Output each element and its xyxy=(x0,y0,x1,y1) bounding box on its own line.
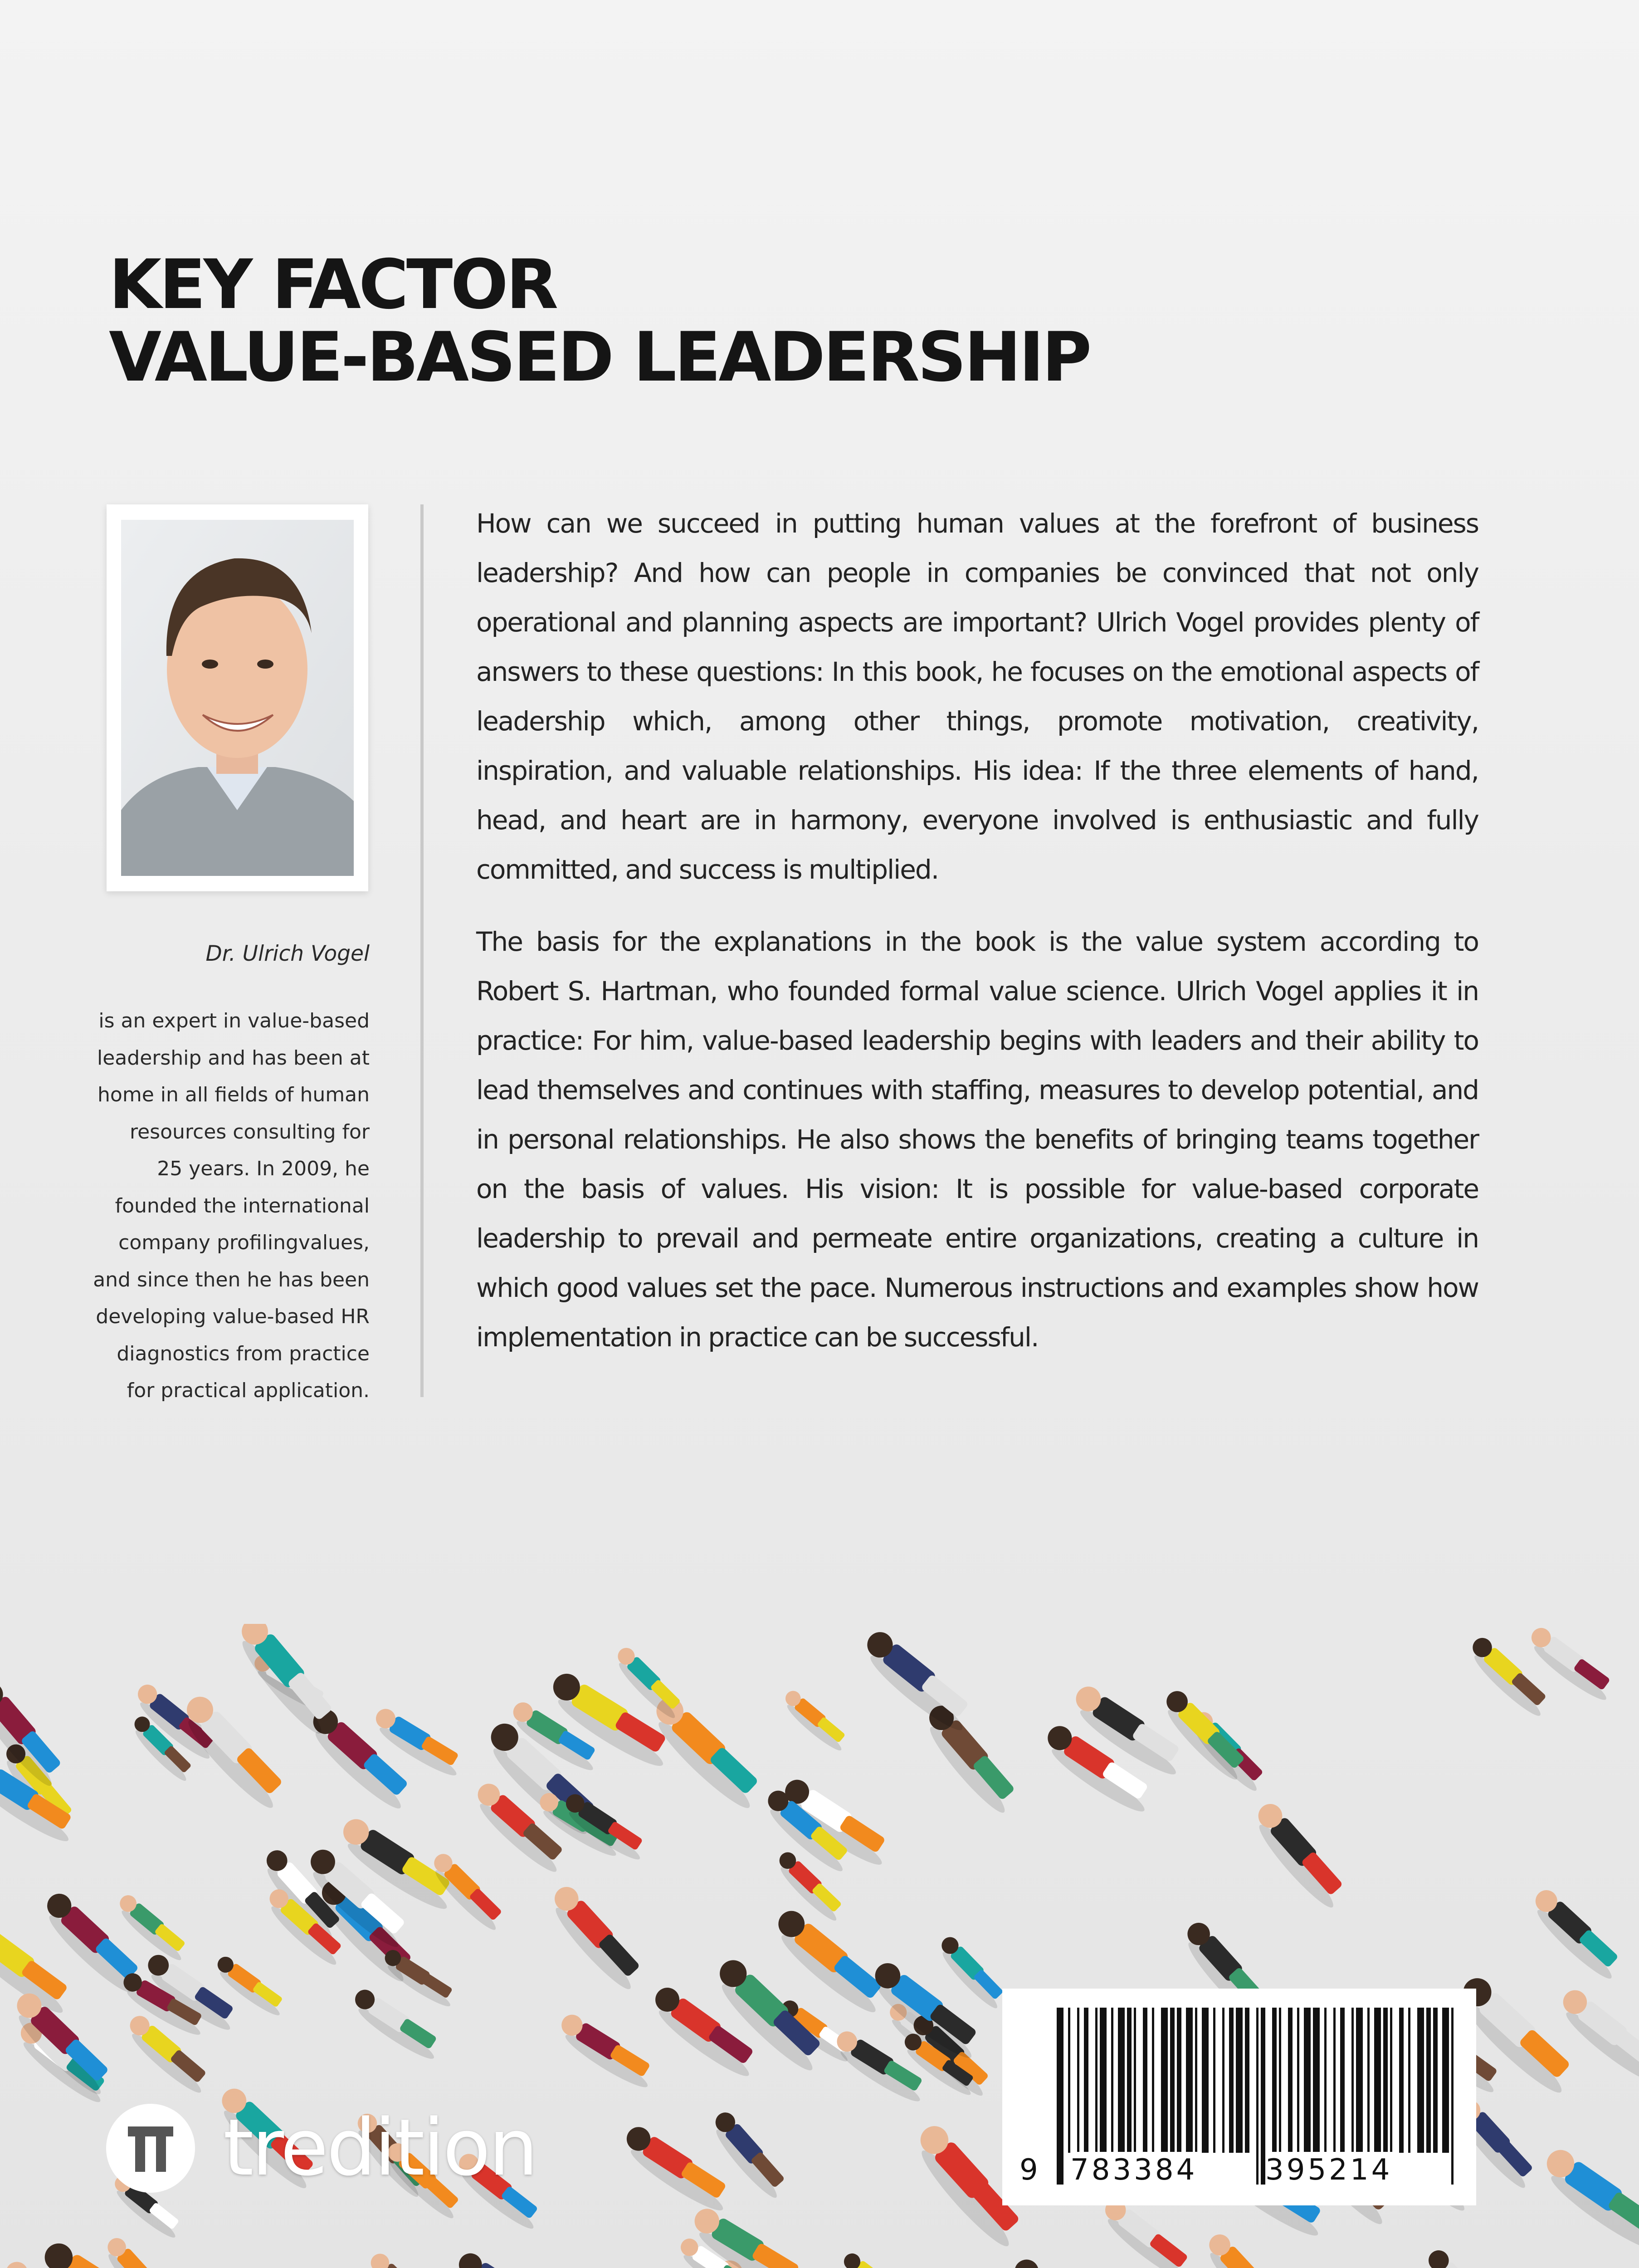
barcode-bar xyxy=(1272,2008,1277,2153)
crowd-figure xyxy=(0,1678,70,1791)
barcode-bar xyxy=(1297,2008,1299,2153)
barcode-bar xyxy=(1313,2008,1320,2153)
barcode-bar xyxy=(1356,2008,1363,2153)
author-bio-line: founded the international xyxy=(115,1194,370,1217)
barcode-bar xyxy=(1222,2008,1224,2153)
barcode-bar xyxy=(1351,2008,1354,2153)
crowd-figure xyxy=(1551,1985,1639,2087)
book-title-line-1: KEY FACTOR xyxy=(109,245,556,324)
column-divider xyxy=(420,504,424,1397)
barcode-bar xyxy=(1152,2008,1154,2153)
author-photo xyxy=(107,504,368,891)
barcode-bar xyxy=(1236,2008,1243,2153)
crowd-figure xyxy=(836,2250,917,2268)
crowd-figure xyxy=(916,1701,1024,1818)
crowd-figure xyxy=(33,2238,174,2268)
author-bio-line: company profilingvalues, xyxy=(118,1231,370,1254)
barcode-bar xyxy=(1143,2008,1147,2153)
barcode-bar xyxy=(1417,2008,1424,2153)
barcode-bar xyxy=(1383,2008,1388,2153)
barcode-bar xyxy=(1442,2008,1449,2153)
barcode-bar xyxy=(1399,2008,1404,2153)
barcode-bar xyxy=(1177,2008,1181,2153)
barcode-bar xyxy=(1057,2008,1063,2185)
crowd-figure xyxy=(1001,2254,1109,2268)
barcode-bar xyxy=(1324,2008,1327,2153)
barcode-lead-digit: 9 xyxy=(1019,2152,1038,2188)
barcode-bar xyxy=(1213,2008,1215,2153)
barcode-bar xyxy=(1408,2008,1410,2153)
barcode-bar xyxy=(1195,2008,1197,2153)
crowd-figure xyxy=(378,1947,459,2011)
crowd-figure xyxy=(1095,2195,1197,2268)
author-portrait-image xyxy=(121,520,354,876)
crowd-figure xyxy=(541,1882,649,1995)
blurb-paragraph-2: The basis for the explanations in the book is the value system according to Robert S. Hartman, who founded formal value science. Ulrich Vogel applies it in practice: For him, value-based leadership begins with leaders and their ability to lead themselves and continues with staffing, measures to develop potential, and in personal relationships. He also shows the benefits of bringing teams together on the basis of values. His vision: It is possible for value-based corporate leadership to prevail and permeate entire organizations, creating a culture in which good values set the pace. Numerous instructions and examples show how implementation in practice can be successful. xyxy=(476,926,1478,1353)
barcode-bar xyxy=(1288,2008,1293,2153)
barcode-bar xyxy=(1095,2008,1098,2153)
crowd-figure xyxy=(552,2011,659,2093)
blurb-text xyxy=(476,499,1478,1385)
crowd-figure xyxy=(1417,2246,1507,2268)
barcode-bar xyxy=(1118,2008,1125,2153)
barcode-bar xyxy=(1374,2008,1381,2153)
barcode-bar xyxy=(1170,2008,1175,2153)
barcode-bar xyxy=(1134,2008,1136,2153)
author-bio-line: developing value-based HR xyxy=(96,1305,370,1328)
barcode-bar xyxy=(1333,2008,1336,2153)
barcode-bar xyxy=(1186,2008,1193,2153)
publisher-logo xyxy=(106,2104,560,2195)
barcode-bar xyxy=(1451,2008,1454,2185)
crowd-figure xyxy=(855,1627,980,1737)
author-bio xyxy=(54,1002,370,1409)
crowd-figure xyxy=(98,2234,180,2268)
barcode-bar xyxy=(1279,2008,1281,2153)
barcode-bar xyxy=(1084,2008,1088,2153)
author-bio-line: for practical application. xyxy=(127,1379,370,1402)
author-bio-line: resources consulting for xyxy=(129,1120,370,1144)
barcode-bar xyxy=(1245,2008,1249,2153)
author-bio-line: diagnostics from practice xyxy=(117,1342,370,1365)
barcode-bar xyxy=(1068,2008,1070,2153)
barcode-bar xyxy=(1426,2008,1431,2153)
book-title xyxy=(109,245,1090,397)
crowd-figure xyxy=(1245,1799,1352,1913)
blurb-paragraph-1: How can we succeed in putting human values at the forefront of business leadership? And how can people in companies be convinced that not only operational and planning aspects are important? Ulrich Vogel provides plenty of answers to these questions: In this book, he focuses on the emotional aspects of leadership which, among other things, promote motivation, creativity, inspiration, and valuable relationships. His idea: If the three elements of hand, head, and heart are in harmony, everyone involved is enthusiastic and fully committed, and success is multiplied. xyxy=(476,508,1478,885)
author-bio-line: 25 years. In 2009, he xyxy=(157,1157,370,1180)
barcode-bar xyxy=(1229,2008,1234,2153)
crowd-figure xyxy=(361,2250,446,2268)
author-bio-line: leadership and has been at xyxy=(97,1046,370,1070)
author-name: Dr. Ulrich Vogel xyxy=(205,941,370,966)
barcode-right-group: 395214 xyxy=(1265,2152,1392,2188)
crowd-figure xyxy=(766,1906,893,2019)
barcode-bar xyxy=(1390,2008,1392,2153)
barcode-bar xyxy=(1256,2008,1259,2185)
barcode-bar xyxy=(1077,2008,1079,2153)
crowd-figure xyxy=(120,2012,215,2097)
barcode-bar xyxy=(1100,2008,1107,2153)
barcode-bar xyxy=(1111,2008,1113,2153)
barcode-bar xyxy=(1261,2008,1265,2185)
tredition-logo-icon xyxy=(106,2104,195,2193)
barcode-bar xyxy=(1340,2008,1345,2153)
author-bio-line: and since then he has been xyxy=(93,1268,370,1291)
book-title-line-2: VALUE-BASED LEADERSHIP xyxy=(109,318,1090,397)
isbn-barcode xyxy=(1002,1989,1476,2205)
crowd-figure xyxy=(932,1934,1010,2013)
crowd-figure xyxy=(1198,2230,1293,2268)
author-bio-line: is an expert in value-based xyxy=(98,1009,370,1032)
crowd-figure xyxy=(1534,2145,1639,2257)
crowd-figure xyxy=(449,2249,566,2268)
barcode-bar xyxy=(1202,2008,1209,2153)
crowd-figure xyxy=(778,1688,852,1755)
crowd-figure xyxy=(1524,1886,1627,1984)
barcode-bar xyxy=(1367,2008,1370,2153)
barcode-bar xyxy=(1161,2008,1168,2153)
barcode-left-group: 783384 xyxy=(1070,2152,1197,2188)
publisher-name: tredition xyxy=(223,2102,537,2193)
crowd-figure xyxy=(173,1691,293,1814)
barcode-bar xyxy=(1433,2008,1438,2153)
barcode-bar xyxy=(1127,2008,1132,2153)
barcode-bar xyxy=(1304,2008,1311,2153)
author-bio-line: home in all fields of human xyxy=(98,1083,370,1106)
